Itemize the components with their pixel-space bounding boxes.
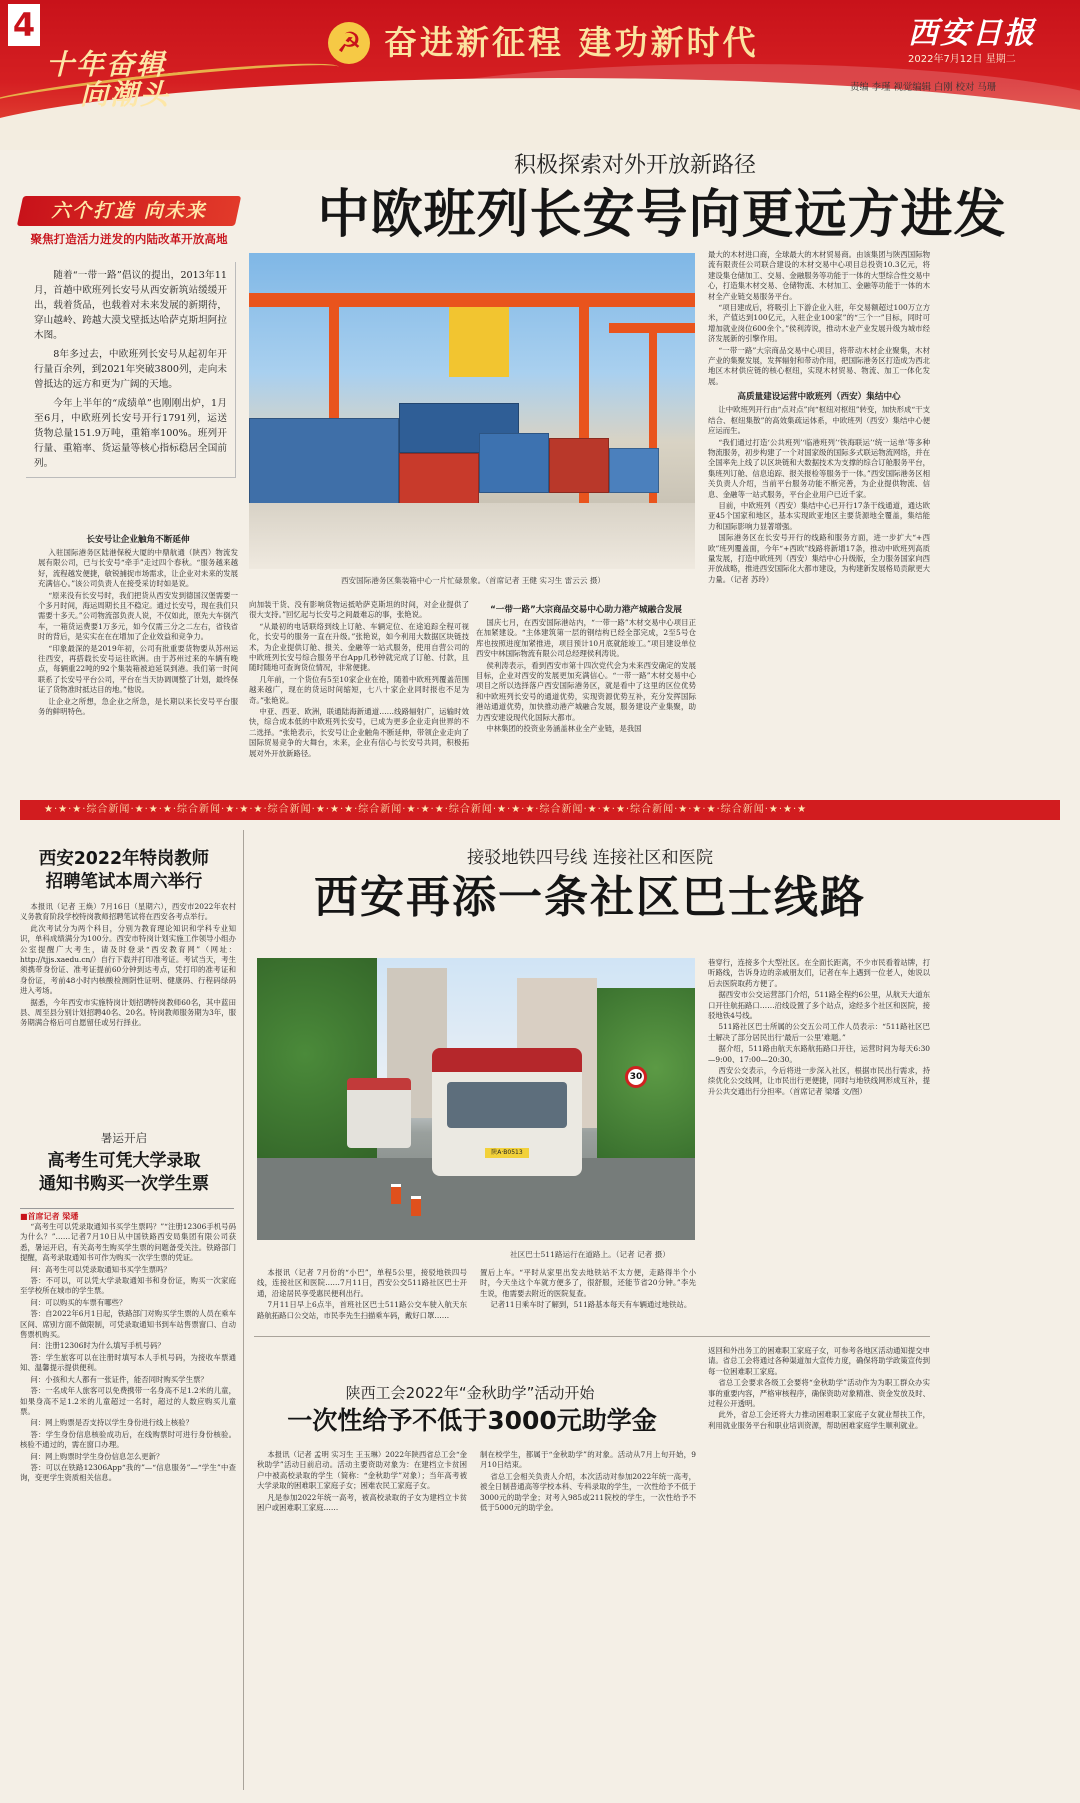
- section-band-label: 综合新闻: [177, 804, 222, 815]
- headline-line: 西安2022年特岗教师: [38, 849, 210, 869]
- gaokao-byline: ■首席记者 梁璠: [20, 1208, 234, 1222]
- qa-answer: 答：学生身份信息核验成功后，在线购票时可进行身份核验。核验不通过的，需在窗口办理。: [20, 1429, 236, 1450]
- top-article-headline: 中欧班列长安号向更远方进发: [317, 185, 1007, 245]
- body-paragraph: 入驻国际港务区陆港保税大厦的中鼎航通（陕西）物流发展有限公司，已与长安号“牵手”走过四个春秋。“服务越来越好，流程越发便捷，敏锐捕捉市场需求，让企业对未来的发展充满信心。”该公司负责人在接受采访时如是说。: [38, 548, 238, 589]
- container: [609, 448, 659, 493]
- traffic-cone: [391, 1184, 401, 1204]
- series-subtitle: 聚焦打造活力迸发的内陆改革开放高地: [30, 232, 228, 246]
- bus-article-kicker: 接驳地铁四号线 连接社区和医院: [466, 848, 714, 868]
- gantry-crane-beam: [609, 323, 695, 333]
- union-article-column-3: [708, 1346, 930, 1431]
- yard-road: [249, 503, 695, 569]
- body-paragraph: “原来没有长安号时，我们把货从西安发到德国汉堡需要一个多月时间，海运周期长且不稳定。通过长安号，现在我们只需要十多天。”公司物流部负责人说，不仅如此，原先大车倒汽车，一箱货运费要1万多元，如今仅需三分之二左右，省钱省时的背后，是实实在在在增加了企业效益和竞争力。: [38, 590, 238, 642]
- column-title: [46, 50, 236, 110]
- qa-answer: 答：学生旅客可以在注册时填写本人手机号码，为接收车票通知、温馨提示提供便利。: [20, 1352, 236, 1373]
- headline-line: 高考生可凭大学录取: [47, 1151, 201, 1171]
- issue-date: 2022年7月12日 星期二: [908, 54, 1016, 65]
- bus-license-plate: 陕A·B0513: [485, 1148, 529, 1158]
- series-banner: [17, 196, 241, 226]
- band-stars: ·★·★·★·: [492, 804, 540, 815]
- bus-windshield: [447, 1082, 567, 1128]
- teacher-article-body: [20, 902, 236, 1029]
- body-paragraph: 511路社区巴士所属的公交五公司工作人员表示：“511路社区巴士解决了部分居民出行‘最后一公里’难题。”: [708, 1022, 930, 1042]
- band-stars: ·★·★·★·: [674, 804, 721, 815]
- body-paragraph: 中林集团的投资业务涵盖林业全产业链，是我国: [486, 724, 642, 734]
- gaokao-article-body: [20, 1222, 236, 1484]
- newspaper-logo: 西安日报: [908, 16, 1036, 51]
- band-stars: ·★·★·★: [764, 804, 808, 815]
- container: [549, 438, 609, 493]
- body-paragraph: “一带一路”大宗商品交易中心项目，将带动木材企业聚集，木材产业的集聚发展，发挥辐射和带动作用，把国际港务区打造成为西北地区木材供应链的核心枢纽，实现木材贸易、物流、加工一体化发展。: [708, 345, 930, 386]
- column-title-line1: 十年奋辑: [46, 48, 167, 81]
- section-band-label: 综合新闻: [539, 804, 584, 815]
- qa-answer: 答：一名成年人旅客可以免费携带一名身高不足1.2米的儿童，如果身高不足1.2米的儿童超过一名时，超过的人数应购买儿童票。: [20, 1386, 236, 1416]
- qa-question: 问：网上购票时学生身份信息怎么更新？: [30, 1451, 164, 1461]
- body-paragraph: 此次考试分为两个科目，分别为教育理论知识和学科专业知识，单科成绩满分为100分。西安市特岗计划实施工作领导小组办公室提醒广大考生，请及时登录“西安教育网”（网址：http://tjjs.xaedu.cn/）自行下载并打印准考证。考试当天，考生须携带身份证、准考证提前60分钟到达考点，凭打印的准考证和身份证，考前48小时内核酸检测阴性证明、健康码、行程码绿码进入考场。: [20, 923, 236, 996]
- section-subhead: 长安号让企业触角不断延伸: [86, 535, 190, 545]
- body-paragraph: 置后上车。“平时从家里出发去地铁站不太方便，走路得半个小时，今天坐这个车就方便多了，很舒服，还能节省20分钟。”李先生说，他需要去附近的医院复查。: [480, 1268, 696, 1298]
- body-paragraph: 几年前，一个货位有5至10家企业在抢，随着中欧班列覆盖范围越来越广，现在的货运时间缩短，七八十家企业同时报也不足为奇。”张艳说。: [249, 674, 469, 705]
- photo-caption: 西安国际港务区集装箱中心一片忙碌景象。（首席记者 王健 实习生 雷云云 摄）: [340, 576, 606, 585]
- bus-article-column-1: [257, 1268, 467, 1321]
- body-paragraph: 向加装干货、没有影响货物运抵哈萨克斯坦的时间，对企业提供了很大支持。”回忆起与长安号之间最难忘的事，张艳说。: [249, 600, 469, 620]
- qa-question: 问：高考生可以凭录取通知书买学生票吗？: [30, 1264, 171, 1274]
- body-paragraph: 此外，省总工会还将大力推动困难职工家庭子女就业帮扶工作，利用就业服务平台和职业培训资源，帮助困难家庭学生顺利就业。: [708, 1410, 930, 1430]
- body-paragraph: “高考生可以凭录取通知书买学生票吗？”“注册12306手机号码为什么？”……记者7月10日从中国铁路西安局集团有限公司获悉，暑运开启，有关高考生购买学生票的问题备受关注。铁路部门提醒，高考录取通知书可作为购买一次学生票的凭证。: [20, 1222, 236, 1263]
- bus-article-headline: 西安再添一条社区巴士线路: [314, 872, 866, 923]
- top-article-column-1: [38, 530, 238, 718]
- body-paragraph: “从最初的电话联络到线上订舱、车辆定位、在途追踪全程可视化，长安号的服务一直在升级。”张艳说，如今利用大数据区块链技术，为企业提供订舱、报关、金融等一站式服务，使用自营公司的中欧班列长安号综合服务平台App几秒钟就完成了订舱、付款，且随时随地可查询货位情况，非常便捷。: [249, 621, 469, 673]
- band-stars: ·★·★·★·: [130, 804, 178, 815]
- container: [479, 433, 549, 493]
- section-band-label: 综合新闻: [630, 804, 675, 815]
- qa-question: 问：小孩和大人都有一张证件，能否同时购买学生票？: [30, 1374, 208, 1384]
- lead-paragraph: 8年多过去，中欧班列长安号从起初年开行量百余列，到2021年突破3800列，走向未曾抵达的远方和更为广阔的天地。: [34, 349, 227, 390]
- qa-answer: 答：可以在铁路12306App“我的”—“信息服务”—“学生”中查询，变更学生资质相关信息。: [20, 1462, 236, 1483]
- qa-answer: 答：自2022年6月1日起，铁路部门对购买学生票的人员在乘车区间、席别方面不做限制，可凭录取通知书到车站售票窗口、自动售票机购买。: [20, 1309, 236, 1340]
- qa-answer: 答：不可以，可以凭大学录取通知书和身份证，购买一次家庭至学校所在城市的学生票。: [20, 1276, 236, 1296]
- section-band-label: 综合新闻: [358, 804, 403, 815]
- body-paragraph: 中亚、西亚、欧洲，联通陆海新通道……线路辐射广，运输时效快，综合成本低的中欧班列长安号，已成为更多企业走向世界的不二选择。“张艳表示，长安号让企业触角不断延伸，带领企业走向了国际贸易竞争的大舞台，未来，企业有信心与长安号共同，积极拓展对外开放新路径。: [249, 707, 469, 758]
- lead-paragraph: 随着“一带一路”倡议的提出，2013年11月，首趟中欧班列长安号从西安新筑站缓缓开出，载着货品，也载着对未来发展的新期待，穿山越岭、跨越大漠戈壁抵达哈萨克斯坦阿拉木图。: [34, 270, 227, 341]
- lead-paragraph: 今年上半年的“成绩单”也刚刚出炉，1月至6月，中欧班列长安号开行1791列，运送货物总量151.9万吨，重箱率100%。班列开行量、重箱率、货运量等核心指标稳居全国前列。: [34, 398, 227, 469]
- body-paragraph: “项目建成后，将吸引上下游企业入驻，年交易额超过100万立方米，产值达到100亿元，入驻企业100家”的“三个一”目标，同时可增加就业岗位600余个。”侯利涛说，推动木业产业发展升级为城市经济发展新的引擎作用。: [708, 303, 930, 344]
- gantry-crane-beam: [249, 293, 695, 307]
- freight-yard-photo: [249, 253, 695, 569]
- body-paragraph: 省总工会相关负责人介绍，本次活动对参加2022年统一高考，被全日制普通高等学校本科、专科录取的学生，一次性给予不低于3000元的助学金；对考入985或211院校的学生，一次性给予不低于5000元的助学金。: [480, 1471, 696, 1513]
- union-article-column-2: [480, 1450, 696, 1513]
- band-stars: ·★·★·★·: [311, 804, 359, 815]
- body-paragraph: 本报讯（记者 7月份的“小巴”，单程5公里，接驳地铁四号线，连接社区和医院……7月11日，西安公交511路社区巴士开通，沿途居民享受惠民便利出行。: [257, 1268, 467, 1298]
- photo-caption: 社区巴士511路运行在道路上。（记者 记者 摄）: [510, 1250, 670, 1259]
- editor-credits: 责编 李瑾 视觉编辑 白刚 校对 马珊: [850, 82, 997, 93]
- union-article-kicker: 陕西工会2022年“金秋助学”活动开始: [345, 1384, 595, 1402]
- body-paragraph: 记者11日乘车时了解到，511路基本每天有车辆通过地铁站。: [490, 1300, 692, 1310]
- body-paragraph: 凡是参加2022年统一高考，被高校录取的子女为建档立卡贫困户或困难职工家庭……: [257, 1492, 467, 1513]
- section-subhead: 高质量建设运营中欧班列（西安）集结中心: [737, 392, 901, 403]
- top-article-column-4: [708, 250, 930, 585]
- top-article-column-2: [249, 600, 469, 759]
- section-band-label: 综合新闻: [448, 804, 493, 815]
- community-bus-photo: [257, 958, 695, 1240]
- body-paragraph: 省总工会要求各级工会要将“金秋助学”活动作为为职工群众办实事的重要内容，严格审核程序，确保资助对象精准、资金发放及时、过程公开透明。: [708, 1378, 930, 1409]
- body-paragraph: 返回和外出务工的困难职工家庭子女，可参考各地区活动通知提交申请。省总工会将通过各种渠道加大宣传力度，确保将助学政策宣传到每一位困难职工家庭。: [708, 1346, 930, 1376]
- qa-question: 问：可以购买的车票有哪些？: [30, 1297, 127, 1307]
- section-band: [20, 800, 1060, 820]
- speed-limit-sign: 30: [625, 1066, 647, 1088]
- traffic-cone: [411, 1196, 421, 1216]
- party-emblem-icon: ☭: [328, 22, 370, 64]
- column-divider: [243, 830, 244, 1790]
- top-article-lead: [26, 262, 236, 478]
- section-subhead: “一带一路”大宗商品交易中心助力港产城融合发展: [490, 605, 682, 615]
- body-paragraph: 巷穿行，连接多个大型社区。在全面长距离，不少市民看着站牌，打听路线，告诉身边的亲戚朋友们，记者在车上遇到一位老人，她说以后去医院取药方便了。: [708, 958, 930, 988]
- band-stars: ·★·★·★·: [221, 804, 268, 815]
- top-article-kicker: 积极探索对外开放新路径: [513, 153, 756, 178]
- gaokao-article-kicker: 暑运开启: [100, 1131, 148, 1145]
- union-article-headline: 一次性给予不低于3000元助学金: [287, 1406, 657, 1435]
- headline-line: 招聘笔试本周六举行: [45, 872, 203, 892]
- body-paragraph: 7月11日早上6点半，首班社区巴士511路公交车驶入航天东路航拓路口公交站，市民李先生扫描乘车码，戴好口罩……: [257, 1300, 467, 1320]
- gaokao-article-headline: [14, 1150, 234, 1196]
- section-band-label: 综合新闻: [267, 804, 312, 815]
- top-article-column-3: [476, 600, 696, 734]
- page-number: 4: [8, 4, 40, 46]
- body-paragraph: “我们通过打造‘公共班列’‘临港班列’‘铁海联运’‘统一运单’等多种物流服务，初步构建了一个对国家级的国际多式联运物流网络，并在全国率先上线了以区块链和大数据技术为支撑的综合订舱服务平台，集班列订舱、信息追踪、报关报检等服务于一体。”西安国际港务区相关负责人介绍，当前平台服务功能不断完善，为企业提供物流、信息、金融等一站式服务，平台企业用户已近千家。: [708, 437, 930, 499]
- body-paragraph: 国庆七月，在西安国际港站内，“一带一路”木材交易中心项目正在加紧建设。“主体建筑第一层的钢结构已经全部完成，2至5号仓库也按照进度加紧推进，项目预计10月底就能竣工。”项目建设单位西安中林国际物流有限公司总经理侯利涛说。: [476, 618, 696, 659]
- body-paragraph: 最大的木材进口商，全球最大的木材贸易商。由该集团与陕西国际物流有限责任公司联合建设的木材交易中心项目总投资10.3亿元，将建设集仓储加工、交易、金融服务等功能于一体的大型综合性交易中心，打造集木材交易、仓储物流、木材加工、金融等功能于一体的木材全产业链交易服务平台。: [708, 250, 930, 301]
- body-paragraph: 国际港务区在长安号开行的线路和服务方面，进一步扩大“+西欧”班列覆盖面，今年“+西欧”线路将新增17条，推动中欧班列高质量发展，打造中欧班列（西安）集结中心升级版，全力服务国家向西开放战略，推进西安国际化大都市建设，为构建新发展格局贡献更大力量。（记者 苏玲）: [708, 533, 930, 584]
- column-title-line2: 向潮头: [80, 78, 171, 111]
- body-paragraph: 让中欧班列开行由“点对点”向“枢纽对枢纽”转变，加快形成“干支结合、枢纽集散”的高效集疏运体系，中欧班列（西安）集结中心便应运而生。: [708, 405, 930, 436]
- bus-article-column-2: [480, 1268, 696, 1311]
- body-paragraph: 据悉，今年西安市实施特岗计划招聘特岗教师60名，其中蓝田县、周至县分别计划招聘40名、20名。特岗教师服务期为3年，服务期满合格后可自愿留任或另行择业。: [20, 997, 236, 1028]
- body-paragraph: 据西安市公交运营部门介绍，511路全程约6公里，从航天大道东口开往航拓路口……沿线设置了多个站点，途经多个社区和医院，接驳地铁4号线。: [708, 990, 930, 1021]
- body-paragraph: 目前，中欧班列（西安）集结中心已开行17条干线通道，通达欧亚45个国家和地区，基本实现欧亚地区主要货源地全覆盖，集结能力和国际影响力显著增强。: [708, 500, 930, 531]
- series-banner-text: 六个打造 向未来: [51, 200, 207, 222]
- body-paragraph: 西安公交表示，今后将进一步深入社区，根据市民出行需求，持续优化公交线网，让市民出行更便捷，同时与地铁线网形成互补，提升公共交通出行分担率。（首席记者 梁璠 文/图）: [708, 1066, 930, 1096]
- body-paragraph: 让企业之所想，急企业之所急，是长期以来长安号平台服务的鲜明特色。: [38, 696, 238, 717]
- distant-bus: [347, 1078, 411, 1148]
- qa-question: 问：网上购票是否支持以学生身份进行线上核验？: [30, 1418, 193, 1428]
- body-paragraph: 据介绍，511路由航天东路航拓路口开往，运营时间为每天6:30—9:00、17:00—20:30。: [708, 1044, 930, 1064]
- section-band-label: 综合新闻: [720, 804, 765, 815]
- union-article-column-1: [257, 1450, 467, 1513]
- body-paragraph: 本报讯（记者 孟明 实习生 王玉琳）2022年陕西省总工会“金秋助学”活动日前启动。活动主要资助对象为：在建档立卡贫困户中被高校录取的学生（简称：“金秋助学”对象）；当年高考被大学录取的困难职工家庭子女；困难农民工家庭子女。: [257, 1450, 467, 1491]
- band-stars: ★·★·★·: [44, 804, 87, 815]
- crane-spreader: [449, 307, 509, 377]
- body-paragraph: 本报讯（记者 王焕）7月16日（星期六），西安市2022年农村义务教育阶段学校特岗教师招聘笔试将在西安各考点举行。: [20, 902, 236, 922]
- body-paragraph: “印象最深的是2019年初，公司有批重要货物要从苏州运往西安，再搭载长安号运往欧洲。由于苏州过来的车辆有晚点，每辆重22吨的92个集装箱被迫延误到港。我们第一时间联系了长安号平台公司，平台在当天协调调整了计划，最终保证了货物准时抵达目的地。”他说。: [38, 643, 238, 695]
- body-paragraph: 制在校学生，都属于“金秋助学”的对象。活动从7月上旬开始，9月10日结束。: [480, 1450, 696, 1470]
- band-stars: ·★·★·★·: [583, 804, 631, 815]
- article-divider: [254, 1336, 930, 1337]
- body-paragraph: 侯利涛表示，看到西安市第十四次党代会为未来西安确定的发展目标，企业对西安的发展更加充满信心。“一带一路”木材交易中心项目之所以选择落户西安国际港务区，就是看中了这里的区位优势和中欧班列长安号的通道优势，实现资源优势互补，充分发挥国际港站通道优势，加快推动港产城融合发展，服务建设产业集聚，助力西安建设现代化国际大都市。: [476, 660, 696, 722]
- qa-question: 问：注册12306时为什么填写手机号码？: [30, 1341, 165, 1351]
- teacher-article-headline: [14, 848, 234, 894]
- band-stars: ·★·★·★·: [402, 804, 449, 815]
- bus-article-column-3: [708, 958, 930, 1097]
- section-band-label: 综合新闻: [86, 804, 131, 815]
- banner-slogan: 奋进新征程 建功新时代: [384, 23, 759, 62]
- headline-line: 通知书购买一次学生票: [39, 1174, 209, 1194]
